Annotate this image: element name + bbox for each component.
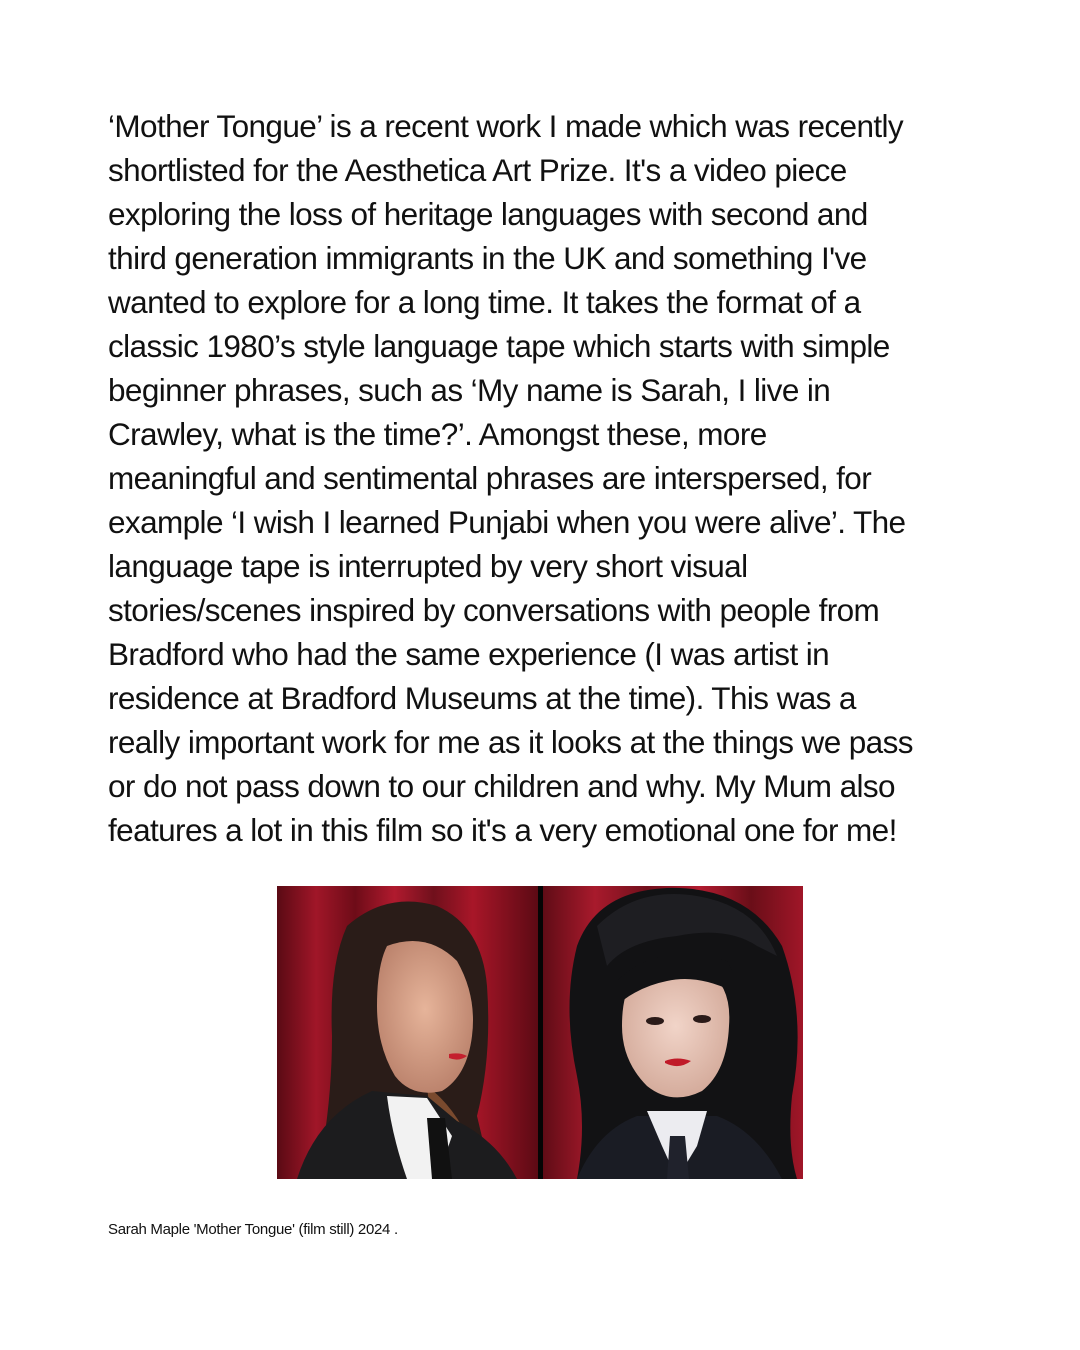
text-line: features a lot in this film so it's a very emotional one for me! <box>108 812 897 848</box>
film-still-image <box>277 886 803 1179</box>
text-line: really important work for me as it looks at the things we pass <box>108 724 913 760</box>
text-line: Crawley, what is the time?’. Amongst these, more <box>108 416 767 452</box>
text-line: example ‘I wish I learned Punjabi when you were alive’. The <box>108 504 906 540</box>
text-line: exploring the loss of heritage languages with second and <box>108 196 868 232</box>
image-caption: Sarah Maple 'Mother Tongue' (film still) 2024 . <box>108 1221 398 1238</box>
article-body <box>108 104 988 852</box>
text-line: Bradford who had the same experience (I was artist in <box>108 636 830 672</box>
text-line: classic 1980’s style language tape which starts with simple <box>108 328 890 364</box>
text-line: beginner phrases, such as ‘My name is Sarah, I live in <box>108 372 831 408</box>
text-line: meaningful and sentimental phrases are interspersed, for <box>108 460 872 496</box>
text-line: stories/scenes inspired by conversations with people from <box>108 592 880 628</box>
film-still-illustration <box>277 886 803 1179</box>
text-line: wanted to explore for a long time. It takes the format of a <box>108 284 861 320</box>
text-line: ‘Mother Tongue’ is a recent work I made which was recently <box>108 108 904 144</box>
text-line: or do not pass down to our children and why. My Mum also <box>108 768 895 804</box>
text-line: residence at Bradford Museums at the time). This was a <box>108 680 856 716</box>
text-line: third generation immigrants in the UK and something I've <box>108 240 867 276</box>
text-line: language tape is interrupted by very short visual <box>108 548 748 584</box>
text-line: shortlisted for the Aesthetica Art Prize. It's a video piece <box>108 152 847 188</box>
